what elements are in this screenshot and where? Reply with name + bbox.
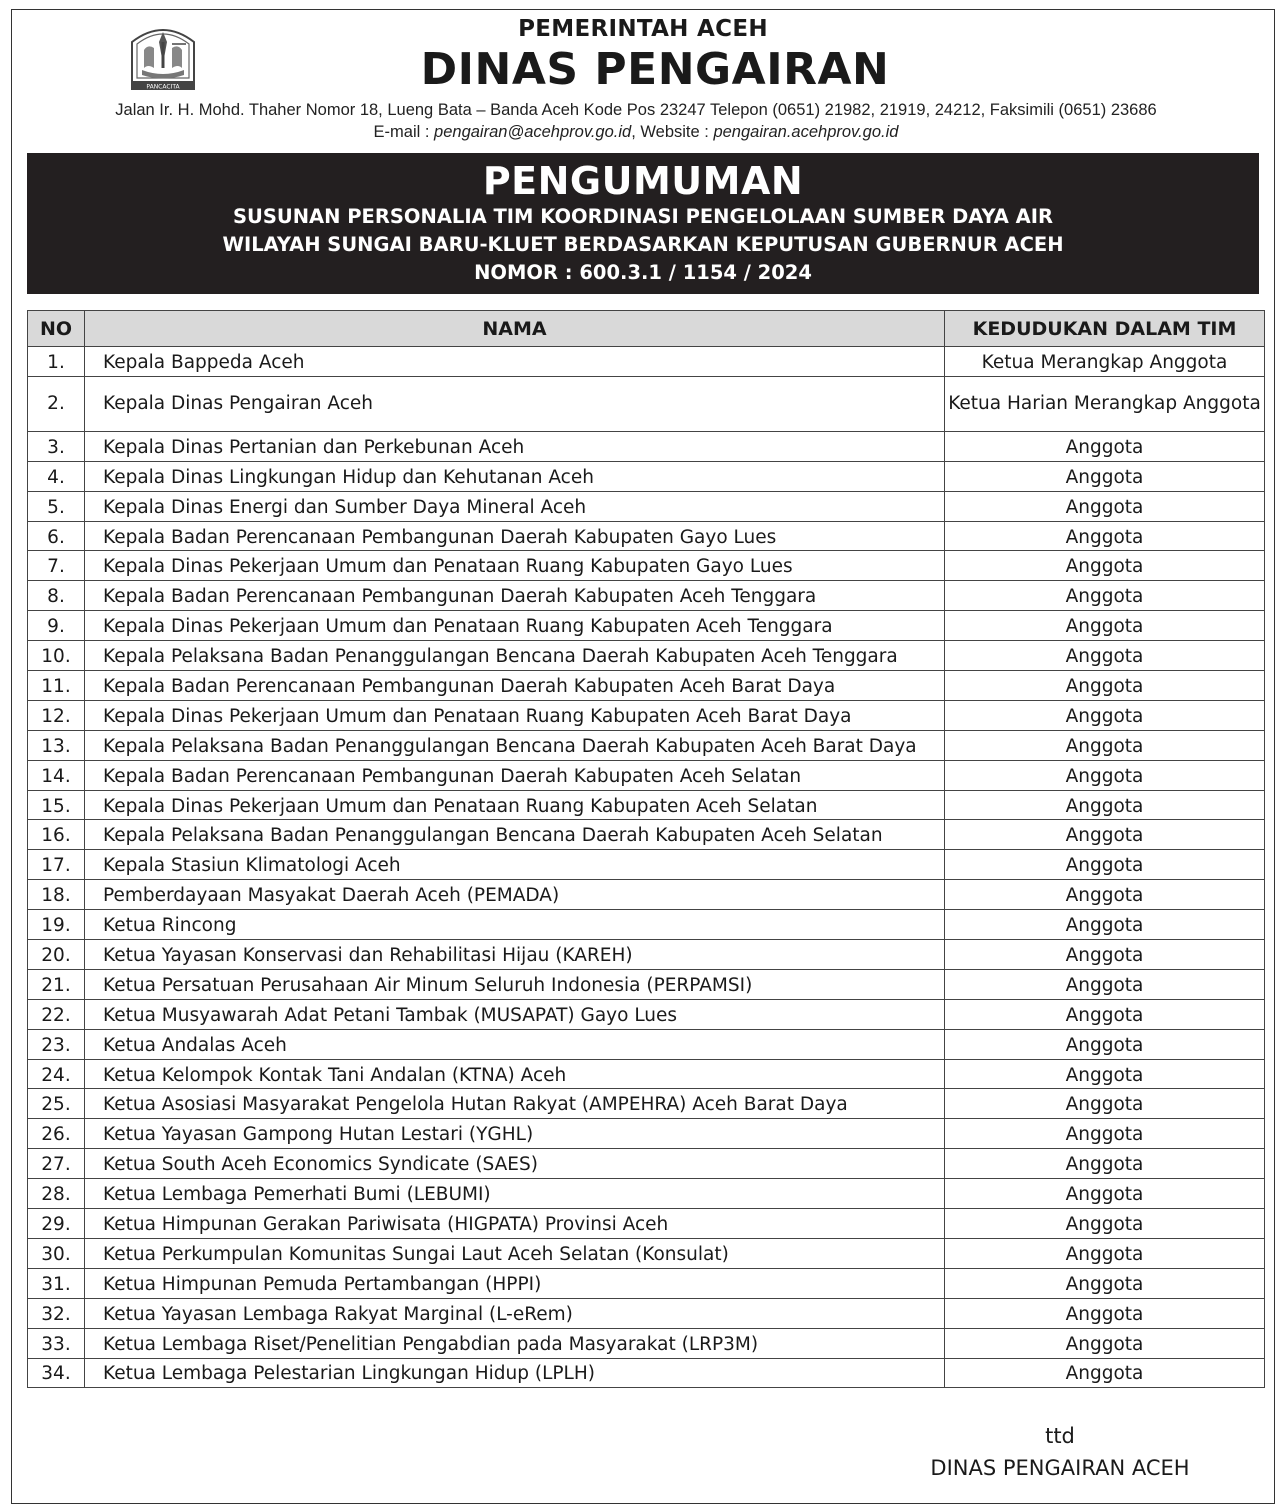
- cell-kedudukan: Anggota: [945, 1328, 1265, 1358]
- agency-contact: [0, 123, 1272, 142]
- cell-nama: Kepala Bappeda Aceh: [85, 347, 945, 377]
- cell-no: 6.: [28, 521, 85, 551]
- cell-no: 26.: [28, 1119, 85, 1149]
- cell-kedudukan: Anggota: [945, 1119, 1265, 1149]
- announcement-subtitle-1: SUSUNAN PERSONALIA TIM KOORDINASI PENGELOLAAN SUMBER DAYA AIR: [232, 205, 1054, 228]
- table-row: [28, 1089, 1265, 1119]
- cell-kedudukan: Anggota: [945, 1358, 1265, 1388]
- cell-no: 21.: [28, 969, 85, 999]
- cell-kedudukan: Anggota: [945, 551, 1265, 581]
- cell-kedudukan: Anggota: [945, 880, 1265, 910]
- cell-no: 15.: [28, 790, 85, 820]
- table-body: [28, 347, 1265, 1388]
- cell-kedudukan: Anggota: [945, 521, 1265, 551]
- table-row: [28, 1029, 1265, 1059]
- cell-nama: Ketua Yayasan Gampong Hutan Lestari (YGHL): [85, 1119, 945, 1149]
- announcement-number: NOMOR : 600.3.1 / 1154 / 2024: [474, 261, 812, 284]
- cell-kedudukan: Anggota: [945, 1298, 1265, 1328]
- cell-kedudukan: Anggota: [945, 730, 1265, 760]
- cell-no: 9.: [28, 611, 85, 641]
- table-row: [28, 1268, 1265, 1298]
- cell-kedudukan: Anggota: [945, 760, 1265, 790]
- cell-nama: Kepala Dinas Pekerjaan Umum dan Penataan Ruang Kabupaten Aceh Tenggara: [85, 611, 945, 641]
- table-row: [28, 461, 1265, 491]
- table-row: [28, 1179, 1265, 1209]
- cell-nama: Ketua Perkumpulan Komunitas Sungai Laut Aceh Selatan (Konsulat): [85, 1238, 945, 1268]
- table-row: [28, 1209, 1265, 1239]
- table-header-row: [28, 311, 1265, 347]
- table-row: [28, 347, 1265, 377]
- table-row: [28, 790, 1265, 820]
- table-row: [28, 850, 1265, 880]
- cell-nama: Kepala Dinas Pengairan Aceh: [85, 376, 945, 431]
- cell-kedudukan: Anggota: [945, 969, 1265, 999]
- cell-nama: Kepala Dinas Pekerjaan Umum dan Penataan Ruang Kabupaten Aceh Barat Daya: [85, 700, 945, 730]
- cell-no: 33.: [28, 1328, 85, 1358]
- cell-nama: Ketua Lembaga Riset/Penelitian Pengabdian pada Masyarakat (LRP3M): [85, 1328, 945, 1358]
- cell-no: 14.: [28, 760, 85, 790]
- table-row: [28, 641, 1265, 671]
- table-row: [28, 820, 1265, 850]
- table-row: [28, 376, 1265, 431]
- cell-nama: Ketua Asosiasi Masyarakat Pengelola Hutan Rakyat (AMPEHRA) Aceh Barat Daya: [85, 1089, 945, 1119]
- cell-nama: Kepala Badan Perencanaan Pembangunan Daerah Kabupaten Gayo Lues: [85, 521, 945, 551]
- table-row: [28, 1149, 1265, 1179]
- table-row: [28, 940, 1265, 970]
- cell-kedudukan: Anggota: [945, 1268, 1265, 1298]
- table-row: [28, 700, 1265, 730]
- cell-nama: Kepala Badan Perencanaan Pembangunan Daerah Kabupaten Aceh Tenggara: [85, 581, 945, 611]
- cell-no: 3.: [28, 431, 85, 461]
- cell-no: 4.: [28, 461, 85, 491]
- table-row: [28, 880, 1265, 910]
- agency-name: DINAS PENGAIRAN: [420, 44, 890, 95]
- cell-kedudukan: Anggota: [945, 641, 1265, 671]
- cell-nama: Kepala Dinas Lingkungan Hidup dan Kehutanan Aceh: [85, 461, 945, 491]
- table-row: [28, 730, 1265, 760]
- table-row: [28, 1298, 1265, 1328]
- cell-kedudukan: Anggota: [945, 910, 1265, 940]
- table-row: [28, 1119, 1265, 1149]
- email-address: pengairan@acehprov.go.id: [434, 123, 632, 141]
- cell-no: 29.: [28, 1209, 85, 1239]
- cell-no: 32.: [28, 1298, 85, 1328]
- cell-kedudukan: Anggota: [945, 790, 1265, 820]
- table-row: [28, 491, 1265, 521]
- cell-nama: Kepala Dinas Energi dan Sumber Daya Mineral Aceh: [85, 491, 945, 521]
- cell-nama: Kepala Dinas Pertanian dan Perkebunan Aceh: [85, 431, 945, 461]
- ttd-mark: ttd: [1045, 1424, 1075, 1448]
- cell-no: 2.: [28, 376, 85, 431]
- cell-nama: Ketua Rincong: [85, 910, 945, 940]
- signer-name: DINAS PENGAIRAN ACEH: [930, 1456, 1190, 1480]
- cell-no: 13.: [28, 730, 85, 760]
- cell-nama: Ketua Musyawarah Adat Petani Tambak (MUSAPAT) Gayo Lues: [85, 999, 945, 1029]
- cell-kedudukan: Anggota: [945, 820, 1265, 850]
- agency-address: Jalan Ir. H. Mohd. Thaher Nomor 18, Lueng Bata – Banda Aceh Kode Pos 23247 Telepon (0651) 21982, 21919, 24212, Faksimili (0651) 23686: [115, 101, 1157, 119]
- email-label: E-mail :: [373, 123, 435, 141]
- cell-nama: Ketua Andalas Aceh: [85, 1029, 945, 1059]
- cell-kedudukan: Ketua Harian Merangkap Anggota: [945, 376, 1265, 431]
- announcement-title: PENGUMUMAN: [482, 159, 804, 203]
- cell-nama: Kepala Pelaksana Badan Penanggulangan Bencana Daerah Kabupaten Aceh Selatan: [85, 820, 945, 850]
- table-row: [28, 611, 1265, 641]
- table-row: [28, 1238, 1265, 1268]
- table-row: [28, 581, 1265, 611]
- cell-no: 28.: [28, 1179, 85, 1209]
- announcement-subtitle-2: WILAYAH SUNGAI BARU-KLUET BERDASARKAN KEPUTUSAN GUBERNUR ACEH: [222, 233, 1064, 256]
- cell-kedudukan: Anggota: [945, 940, 1265, 970]
- cell-kedudukan: Anggota: [945, 999, 1265, 1029]
- table-row: [28, 551, 1265, 581]
- cell-nama: Ketua Yayasan Konservasi dan Rehabilitasi Hijau (KAREH): [85, 940, 945, 970]
- cell-nama: Kepala Pelaksana Badan Penanggulangan Bencana Daerah Kabupaten Aceh Tenggara: [85, 641, 945, 671]
- cell-no: 16.: [28, 820, 85, 850]
- cell-no: 31.: [28, 1268, 85, 1298]
- cell-no: 27.: [28, 1149, 85, 1179]
- cell-nama: Kepala Dinas Pekerjaan Umum dan Penataan Ruang Kabupaten Aceh Selatan: [85, 790, 945, 820]
- cell-no: 22.: [28, 999, 85, 1029]
- cell-no: 19.: [28, 910, 85, 940]
- cell-no: 34.: [28, 1358, 85, 1388]
- logo-label: PANCACITA: [146, 83, 180, 91]
- table-row: [28, 521, 1265, 551]
- cell-nama: Ketua Persatuan Perusahaan Air Minum Seluruh Indonesia (PERPAMSI): [85, 969, 945, 999]
- table-row: [28, 969, 1265, 999]
- table-row: [28, 1358, 1265, 1388]
- cell-kedudukan: Anggota: [945, 1179, 1265, 1209]
- cell-kedudukan: Anggota: [945, 431, 1265, 461]
- cell-kedudukan: Anggota: [945, 581, 1265, 611]
- cell-no: 17.: [28, 850, 85, 880]
- cell-kedudukan: Anggota: [945, 461, 1265, 491]
- cell-nama: Ketua Lembaga Pemerhati Bumi (LEBUMI): [85, 1179, 945, 1209]
- cell-kedudukan: Anggota: [945, 850, 1265, 880]
- government-name: PEMERINTAH ACEH: [518, 16, 768, 42]
- cell-nama: Ketua Lembaga Pelestarian Lingkungan Hidup (LPLH): [85, 1358, 945, 1388]
- cell-kedudukan: Anggota: [945, 671, 1265, 701]
- cell-kedudukan: Anggota: [945, 1238, 1265, 1268]
- table-row: [28, 671, 1265, 701]
- cell-no: 1.: [28, 347, 85, 377]
- cell-nama: Kepala Stasiun Klimatologi Aceh: [85, 850, 945, 880]
- cell-kedudukan: Anggota: [945, 1149, 1265, 1179]
- cell-nama: Kepala Badan Perencanaan Pembangunan Daerah Kabupaten Aceh Selatan: [85, 760, 945, 790]
- cell-kedudukan: Anggota: [945, 1059, 1265, 1089]
- cell-no: 25.: [28, 1089, 85, 1119]
- cell-no: 23.: [28, 1029, 85, 1059]
- cell-no: 30.: [28, 1238, 85, 1268]
- cell-nama: Ketua Himpunan Pemuda Pertambangan (HPPI): [85, 1268, 945, 1298]
- cell-nama: Kepala Pelaksana Badan Penanggulangan Bencana Daerah Kabupaten Aceh Barat Daya: [85, 730, 945, 760]
- table-row: [28, 910, 1265, 940]
- cell-nama: Pemberdayaan Masyakat Daerah Aceh (PEMADA): [85, 880, 945, 910]
- table-row: [28, 431, 1265, 461]
- cell-no: 7.: [28, 551, 85, 581]
- table-row: [28, 999, 1265, 1029]
- cell-kedudukan: Anggota: [945, 1029, 1265, 1059]
- cell-no: 10.: [28, 641, 85, 671]
- cell-no: 12.: [28, 700, 85, 730]
- announcement-banner: [27, 153, 1259, 294]
- cell-kedudukan: Ketua Merangkap Anggota: [945, 347, 1265, 377]
- table-row: [28, 1328, 1265, 1358]
- cell-nama: Ketua South Aceh Economics Syndicate (SAES): [85, 1149, 945, 1179]
- cell-kedudukan: Anggota: [945, 491, 1265, 521]
- cell-kedudukan: Anggota: [945, 1089, 1265, 1119]
- personnel-table: [27, 310, 1265, 1388]
- cell-nama: Kepala Dinas Pekerjaan Umum dan Penataan Ruang Kabupaten Gayo Lues: [85, 551, 945, 581]
- cell-nama: Ketua Himpunan Gerakan Pariwisata (HIGPATA) Provinsi Aceh: [85, 1209, 945, 1239]
- cell-nama: Ketua Yayasan Lembaga Rakyat Marginal (L-eRem): [85, 1298, 945, 1328]
- cell-kedudukan: Anggota: [945, 700, 1265, 730]
- header-no: NO: [28, 311, 85, 347]
- cell-no: 8.: [28, 581, 85, 611]
- table-row: [28, 1059, 1265, 1089]
- cell-no: 18.: [28, 880, 85, 910]
- cell-kedudukan: Anggota: [945, 1209, 1265, 1239]
- cell-kedudukan: Anggota: [945, 611, 1265, 641]
- cell-no: 20.: [28, 940, 85, 970]
- cell-no: 5.: [28, 491, 85, 521]
- website-address: pengairan.acehprov.go.id: [713, 123, 899, 141]
- header-nama: NAMA: [85, 311, 945, 347]
- cell-nama: Ketua Kelompok Kontak Tani Andalan (KTNA) Aceh: [85, 1059, 945, 1089]
- cell-no: 24.: [28, 1059, 85, 1089]
- table-row: [28, 760, 1265, 790]
- website-label: , Website :: [631, 123, 714, 141]
- cell-no: 11.: [28, 671, 85, 701]
- header-kedudukan: KEDUDUKAN DALAM TIM: [945, 311, 1265, 347]
- cell-nama: Kepala Badan Perencanaan Pembangunan Daerah Kabupaten Aceh Barat Daya: [85, 671, 945, 701]
